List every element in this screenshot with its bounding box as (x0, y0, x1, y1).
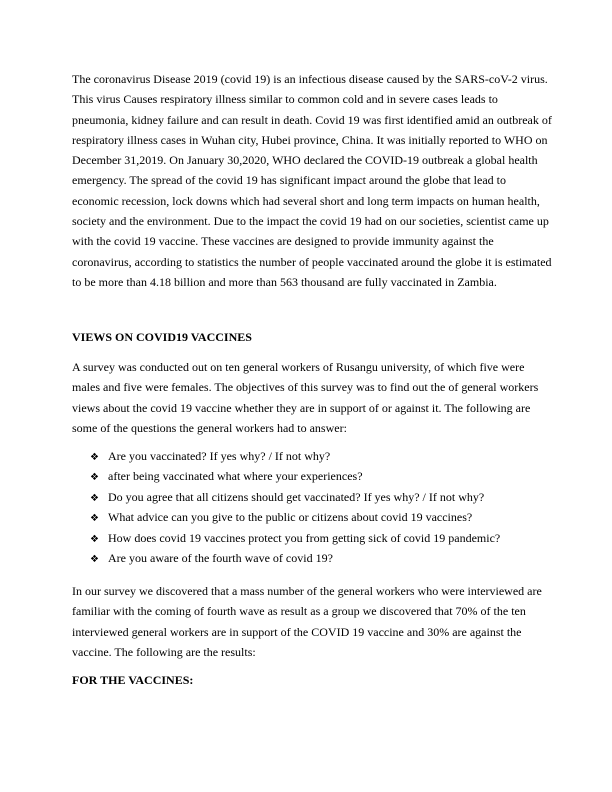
for-vaccines-heading: FOR THE VACCINES: (72, 673, 194, 687)
diamond-bullet-icon: ❖ (90, 533, 99, 545)
findings-paragraph: In our survey we discovered that a mass number of the general workers who were interviewed are familiar with the coming of fourth wave as result as a group we discovered that 70% of the ten interviewed general workers are in support of the COVID 19 vaccine and 30% are against the vaccine. The following are the results: (72, 584, 542, 659)
intro-paragraph: The coronavirus Disease 2019 (covid 19) is an infectious disease caused by the SARS-coV-2 virus. This virus Causes respiratory illness similar to common cold and in severe cases leads to pneumonia, kidney failure and can result in death. Covid 19 was first identified amid an outbreak of respiratory illness cases in Wuhan city, Hubei province, China. It was initially reported to WHO on December 31,2019. On January 30,2020, WHO declared the COVID-19 outbreak a global health emergency. The spread of the covid 19 has significant impact around the globe that lead to economic recession, lock downs which had several short and long term impacts on human health, society and the environment. Due to the impact the covid 19 had on our societies, scientist came up with the covid 19 vaccine. These vaccines are designed to provide immunity against the coronavirus, according to statistics the number of people vaccinated around the globe it is estimated to be more than 4.18 billion and more than 563 thousand are fully vaccinated in Zambia. (72, 72, 552, 289)
diamond-bullet-icon: ❖ (90, 553, 99, 565)
list-item (90, 466, 550, 486)
list-item (90, 487, 550, 507)
list-item (90, 548, 550, 568)
survey-paragraph: A survey was conducted out on ten general workers of Rusangu university, of which five were males and five were females. The objectives of this survey was to find out the of general workers views about the covid 19 vaccine whether they are in support of or against it. The following are some of the questions the general workers had to answer: (72, 360, 539, 435)
question-text: How does covid 19 vaccines protect you from getting sick of covid 19 pandemic? (108, 530, 501, 545)
views-heading: VIEWS ON COVID19 VACCINES (72, 330, 252, 344)
question-text: What advice can you give to the public or citizens about covid 19 vaccines? (108, 510, 473, 525)
diamond-bullet-icon: ❖ (90, 513, 99, 525)
question-text: after being vaccinated what where your experiences? (108, 469, 363, 484)
list-item (90, 528, 550, 548)
diamond-bullet-icon: ❖ (90, 472, 99, 484)
list-item (90, 507, 550, 527)
question-text: Do you agree that all citizens should get vaccinated? If yes why? / If not why? (108, 489, 485, 504)
diamond-bullet-icon: ❖ (90, 452, 99, 463)
question-list (90, 446, 550, 568)
question-text: Are you vaccinated? If yes why? / If not why? (108, 449, 331, 463)
question-text: Are you aware of the fourth wave of covid 19? (108, 550, 333, 565)
list-item (90, 446, 550, 466)
diamond-bullet-icon: ❖ (90, 492, 99, 504)
